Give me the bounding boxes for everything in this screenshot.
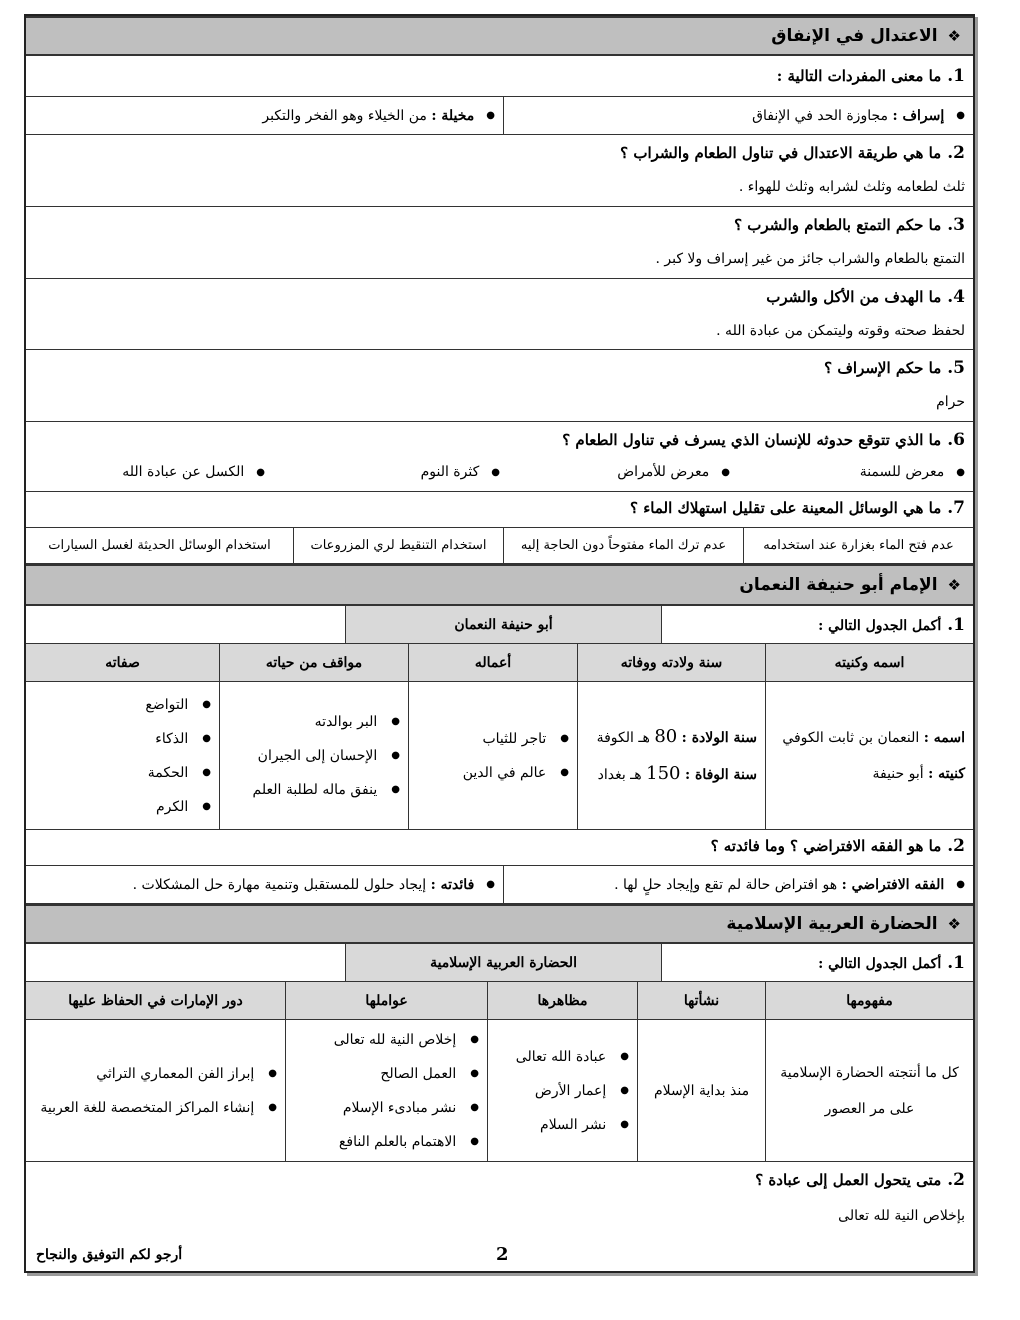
question-row [26, 207, 973, 279]
list-item: ● إخلاص النية لله تعالى [334, 1023, 479, 1057]
answer-cell [26, 866, 503, 903]
column-header: نشأتها [637, 982, 765, 1019]
question-number: 2. [947, 143, 965, 163]
table-data-row [26, 682, 973, 830]
list-item: ● الاهتمام بالعلم النافع [334, 1125, 479, 1159]
definition: مجاوزة الحد في الإنفاق [752, 107, 889, 124]
place: هـ بغداد [597, 766, 642, 783]
closing-wish: أرجو لكم التوفيق والنجاح [36, 1247, 183, 1263]
answer-text: لحفظ صحته وقوته وليتمكن من عبادة الله . [716, 323, 965, 339]
diamond-bullet-icon: ❖ [947, 915, 961, 933]
question-text: ما هي طريقة الاعتدال في تناول الطعام والشراب ؟ [620, 144, 942, 162]
term: إسراف : [892, 107, 945, 124]
option-cell: استخدام التنقيط لري المزروعات [293, 528, 503, 563]
section-title: الإمام أبو حنيفة النعمان [739, 575, 938, 595]
question-row [26, 350, 973, 422]
list-item: ● التواضع [145, 688, 211, 722]
answer-cell [26, 97, 503, 134]
label: كنيته : [928, 765, 965, 782]
column-header: أعماله [408, 644, 577, 681]
question-number: 2. [947, 836, 965, 856]
question-row [26, 492, 973, 528]
year: 150 [646, 762, 681, 784]
table-header-row [26, 982, 973, 1020]
question-row [26, 422, 973, 492]
list-item: ● تاجر للثياب [463, 722, 569, 756]
question-number: 3. [947, 215, 965, 235]
list-item: ● نشر مبادىء الإسلام [334, 1091, 479, 1125]
instruction-cell [661, 606, 973, 643]
option-cell: عدم ترك الماء مفتوحاً دون الحاجة إليه [503, 528, 743, 563]
term: فائدته : [430, 876, 475, 893]
section-title: الاعتدال في الإنفاق [771, 26, 938, 46]
list-item: ● الذكاء [145, 722, 211, 756]
list-item: ● عبادة الله تعالى [516, 1040, 629, 1074]
column-header: مفهومها [765, 982, 973, 1019]
question-text: أكمل الجدول التالي : [818, 617, 942, 634]
aspects-cell [487, 1020, 637, 1161]
question-text: ما الذي تتوقع حدوثه للإنسان الذي يسرف في تناول الطعام ؟ [562, 431, 942, 449]
list-item: ● الكسل عن عبادة الله [122, 464, 265, 480]
table-header-row [26, 644, 973, 682]
question-number: 6. [947, 430, 965, 450]
options-row [26, 528, 973, 564]
list-item: ● العمل الصالح [334, 1057, 479, 1091]
question-text: متى يتحول العمل إلى عبادة ؟ [755, 1171, 942, 1189]
table-title-row [26, 944, 973, 982]
question-row [26, 56, 973, 97]
value: أبو حنيفة [872, 765, 924, 782]
answer-text: التمتع بالطعام والشراب جائز من غير إسراف ولا كبر . [655, 251, 965, 267]
instruction-cell [661, 944, 973, 981]
definition: إيجاد حلول للمستقبل وتنمية مهارة حل المشكلات . [132, 876, 427, 893]
factors-cell [285, 1020, 487, 1161]
question-number: 1. [947, 66, 965, 86]
definition: من الخيلاء وهو الفخر والتكبر [262, 107, 427, 124]
question-number: 2. [947, 1170, 965, 1190]
list-item: ● ينفق ماله لطلبة العلم [253, 773, 400, 807]
diamond-bullet-icon: ❖ [947, 27, 961, 45]
value: النعمان بن ثابت الكوفي [782, 729, 920, 746]
question-number: 7. [947, 498, 965, 518]
answer-text: بإخلاص النية لله تعالى [838, 1208, 965, 1224]
question-number: 4. [947, 287, 965, 307]
question-row [26, 135, 973, 207]
question-number: 5. [947, 358, 965, 378]
year: 80 [654, 725, 678, 747]
section-header-abu-hanifa [26, 564, 973, 606]
concept-cell: كل ما أنتجته الحضارة الإسلامية على مر العصور [765, 1020, 973, 1161]
label: اسمه : [923, 729, 965, 746]
table-title-row [26, 606, 973, 644]
origin-cell: منذ بداية الإسلام [637, 1020, 765, 1161]
name-cell [765, 682, 973, 829]
list-item: ● الحكمة [145, 756, 211, 790]
question-number: 1. [947, 614, 965, 635]
worksheet-page [24, 14, 975, 1273]
section-header-civilization [26, 904, 973, 944]
label: سنة الوفاة : [684, 766, 757, 783]
column-header: صفاته [26, 644, 219, 681]
option-cell: عدم فتح الماء بغزارة عند استخدامه [743, 528, 973, 563]
answer-text: حرام [936, 394, 965, 410]
list-item: ● عالم في الدين [463, 756, 569, 790]
question-text: ما معنى المفردات التالية : [776, 67, 942, 85]
definition: هو افتراض حالة لم تقع وإيجاد حلٍ لها . [614, 876, 838, 893]
question-row [26, 279, 973, 350]
empty-cell [26, 944, 345, 981]
place: هـ الكوفة [596, 729, 650, 746]
label: سنة الولادة : [681, 729, 757, 746]
table-title: الحضارة العربية الإسلامية [345, 944, 661, 981]
column-header: سنة ولادته ووفاته [577, 644, 765, 681]
list-item: ● نشر السلام [516, 1108, 629, 1142]
bullet-list [35, 464, 965, 488]
column-header: اسمه وكنيته [765, 644, 973, 681]
section-title: الحضارة العربية الإسلامية [726, 914, 938, 934]
question-text: أكمل الجدول التالي : [818, 955, 942, 972]
works-cell [408, 682, 577, 829]
stances-cell [219, 682, 408, 829]
question-text: ما هو الفقه الافتراضي ؟ وما فائدته ؟ [710, 837, 942, 855]
question-row [26, 830, 973, 866]
list-item: ● إنشاء المراكز المتخصصة للغة العربية [40, 1091, 277, 1125]
page-number: 2 [496, 1244, 509, 1265]
answer-text: ثلث لطعامه وثلث لشرابه وثلث للهواء . [738, 179, 965, 195]
section-header-moderation [26, 16, 973, 56]
answer-row [26, 97, 973, 135]
diamond-bullet-icon: ❖ [947, 576, 961, 594]
option-cell: استخدام الوسائل الحديثة لغسل السيارات [48, 538, 271, 553]
table-title: أبو حنيفة النعمان [345, 606, 661, 643]
list-item: ● كثرة النوم [421, 464, 500, 480]
question-text: ما حكم التمتع بالطعام والشرب ؟ [734, 216, 942, 234]
table-data-row [26, 1020, 973, 1162]
column-header: عواملها [285, 982, 487, 1019]
column-header: دور الإمارات في الحفاظ عليها [26, 982, 285, 1019]
uae-role-cell [26, 1020, 285, 1161]
question-text: ما الهدف من الأكل والشرب [766, 288, 942, 306]
question-number: 1. [947, 952, 965, 973]
list-item: ● إعمار الأرض [516, 1074, 629, 1108]
answer-cell [503, 97, 973, 134]
answer-row [26, 866, 973, 904]
list-item: ● الإحسان إلى الجيران [253, 739, 400, 773]
list-item: ● البر بوالدته [253, 705, 400, 739]
term: الفقه الافتراضي : [841, 876, 945, 893]
column-header: مواقف من حياته [219, 644, 408, 681]
answer-cell [503, 866, 973, 903]
question-text: ما حكم الإسراف ؟ [824, 359, 942, 377]
question-text: ما هي الوسائل المعينة على تقليل استهلاك الماء ؟ [630, 499, 942, 517]
traits-cell [26, 682, 219, 829]
list-item: ● إبراز الفن المعماري التراثي [40, 1057, 277, 1091]
column-header: مظاهرها [487, 982, 637, 1019]
dates-cell [577, 682, 765, 829]
term: مخيلة : [431, 107, 475, 124]
list-item: ● معرض للأمراض [617, 464, 730, 480]
list-item: ● الكرم [145, 790, 211, 824]
empty-cell [26, 606, 345, 643]
list-item: ● معرض للسمنة [860, 464, 965, 480]
